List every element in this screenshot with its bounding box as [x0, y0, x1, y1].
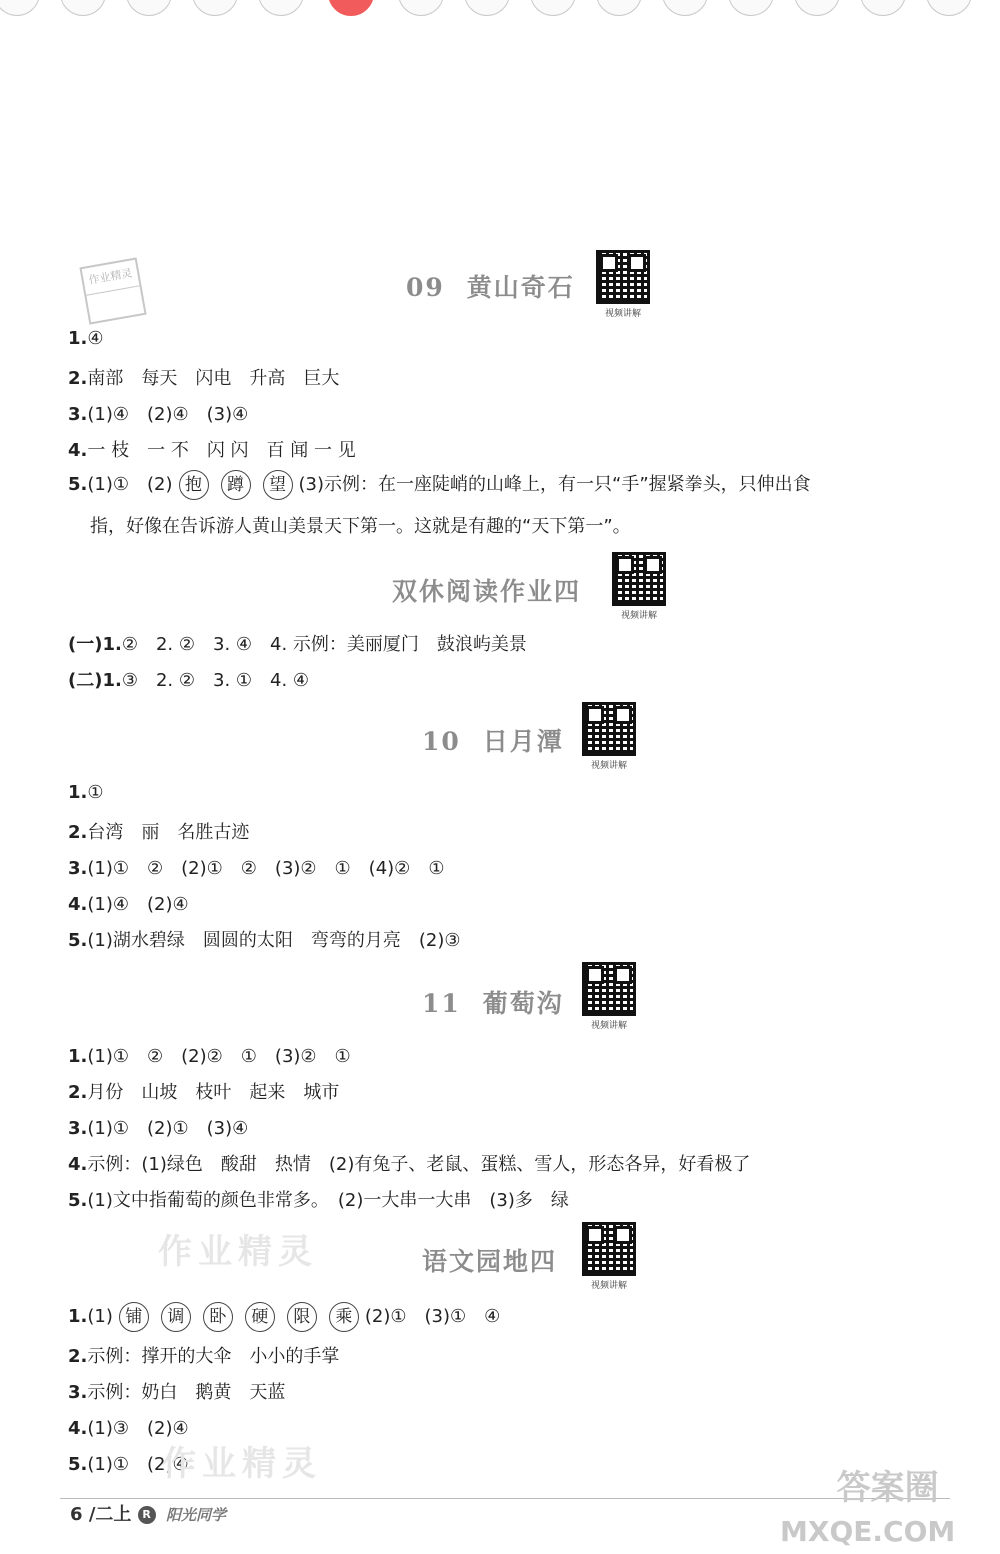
answer-line: 2.示例：撑开的大伞 小小的手掌: [68, 1346, 340, 1367]
circled-char: 乘: [329, 1302, 359, 1332]
answer-line: 4.(1)③ (2)④: [68, 1418, 189, 1439]
section-title-garden: [422, 1242, 557, 1278]
answer-line: 2.月份 山坡 枝叶 起来 城市: [68, 1082, 340, 1103]
brand-logo: 阳光同学: [165, 1506, 226, 1524]
answer-line: 4.示例：(1)绿色 酸甜 热情 (2)有兔子、老鼠、蛋糕、雪人，形态各异，好看极了: [68, 1154, 751, 1175]
answer-line: 1.(1) 铺 调 卧 硬 限 乘 (2)① (3)① ④: [68, 1302, 500, 1332]
grade-label: /二上: [88, 1504, 132, 1525]
section-heading: 语文园地四: [422, 1247, 558, 1276]
answer-line: 5.(1)① (2)④: [68, 1454, 189, 1475]
qr-code[interactable]: [582, 1222, 642, 1291]
section-title-10: [422, 722, 564, 758]
answer-line: 4.(1)④ (2)④: [68, 894, 189, 915]
answer-line: (二)1.③ 2. ② 3. ① 4. ④: [68, 670, 310, 691]
section-heading: 葡萄沟: [482, 989, 564, 1018]
answer-line: 4.一 枝 一 不 闪 闪 百 闻 一 见: [68, 440, 356, 461]
answer-line: 1.④: [68, 328, 104, 349]
qr-caption: 视频讲解: [590, 1281, 627, 1291]
answer-line: 3.(1)① (2)① (3)④: [68, 1118, 249, 1139]
qr-code[interactable]: [612, 552, 672, 621]
qr-code-icon: [582, 702, 636, 756]
circled-char: 望: [263, 470, 293, 500]
watermark: 作业精灵: [162, 1444, 322, 1484]
stamp-text: 作业精灵: [87, 266, 134, 287]
section-title-reading: [392, 572, 581, 608]
circled-char: 卧: [203, 1302, 233, 1332]
qr-caption: 视频讲解: [590, 761, 627, 771]
section-heading: 日月潭: [482, 727, 564, 756]
answer-line: 5.(1)文中指葡萄的颜色非常多。 (2)一大串一大串 (3)多 绿: [68, 1190, 569, 1211]
qr-code-icon: [582, 962, 636, 1016]
page-footer: [70, 1500, 226, 1526]
page-number: 6: [70, 1504, 83, 1525]
answer-line: 1.(1)① ② (2)② ① (3)② ①: [68, 1046, 351, 1067]
circled-char: 硬: [245, 1302, 275, 1332]
answer-line: 5.(1)湖水碧绿 圆圆的太阳 弯弯的月亮 (2)③: [68, 930, 461, 951]
stamp-logo: [79, 257, 146, 324]
qr-code[interactable]: [582, 962, 642, 1031]
qr-code-icon: [612, 552, 666, 606]
answer-line: 5.(1)① (2) 抱 蹲 望 (3)示例：在一座陡峭的山峰上，有一只“手”握紧拳头，只伸出食: [68, 470, 811, 500]
answer-line: 2.南部 每天 闪电 升高 巨大: [68, 368, 340, 389]
qr-code[interactable]: [582, 702, 642, 771]
section-number: 10: [422, 727, 461, 756]
section-number: 11: [422, 989, 461, 1018]
qr-caption: 视频讲解: [590, 1021, 627, 1031]
site-watermark: [780, 1466, 956, 1554]
answer-line: 3.(1)④ (2)④ (3)④: [68, 404, 249, 425]
footer-divider: [60, 1498, 950, 1499]
answer-line: 3.示例：奶白 鹅黄 天蓝: [68, 1382, 286, 1403]
circled-char: 蹲: [221, 470, 251, 500]
site-name: 答案圈: [836, 1468, 939, 1508]
watermark: 作业精灵: [158, 1232, 318, 1272]
circled-char: 抱: [179, 470, 209, 500]
circled-char: 调: [161, 1302, 191, 1332]
answer-line: (一)1.② 2. ② 3. ④ 4. 示例：美丽厦门 鼓浪屿美景: [68, 634, 527, 655]
answer-line: 3.(1)① ② (2)① ② (3)② ① (4)② ①: [68, 858, 445, 879]
circled-char: 铺: [119, 1302, 149, 1332]
answer-line: 指，好像在告诉游人黄山美景天下第一。这就是有趣的“天下第一”。: [90, 516, 631, 537]
section-title-09: [406, 268, 575, 304]
answer-line: 2.台湾 丽 名胜古迹: [68, 822, 250, 843]
section-heading: 黄山奇石: [466, 273, 575, 302]
site-url: MXQE.COM: [780, 1515, 956, 1548]
qr-code[interactable]: [596, 250, 656, 319]
qr-code-icon: [582, 1222, 636, 1276]
section-number: 09: [406, 273, 445, 302]
qr-caption: 视频讲解: [604, 309, 641, 319]
section-heading: 双休阅读作业四: [392, 577, 582, 606]
answer-line: 1.①: [68, 782, 104, 803]
circled-char: 限: [287, 1302, 317, 1332]
qr-code-icon: [596, 250, 650, 304]
top-tab-strip: [0, 0, 1000, 14]
section-title-11: [422, 984, 564, 1020]
qr-caption: 视频讲解: [620, 611, 657, 621]
edition-badge-icon: R: [138, 1506, 156, 1524]
